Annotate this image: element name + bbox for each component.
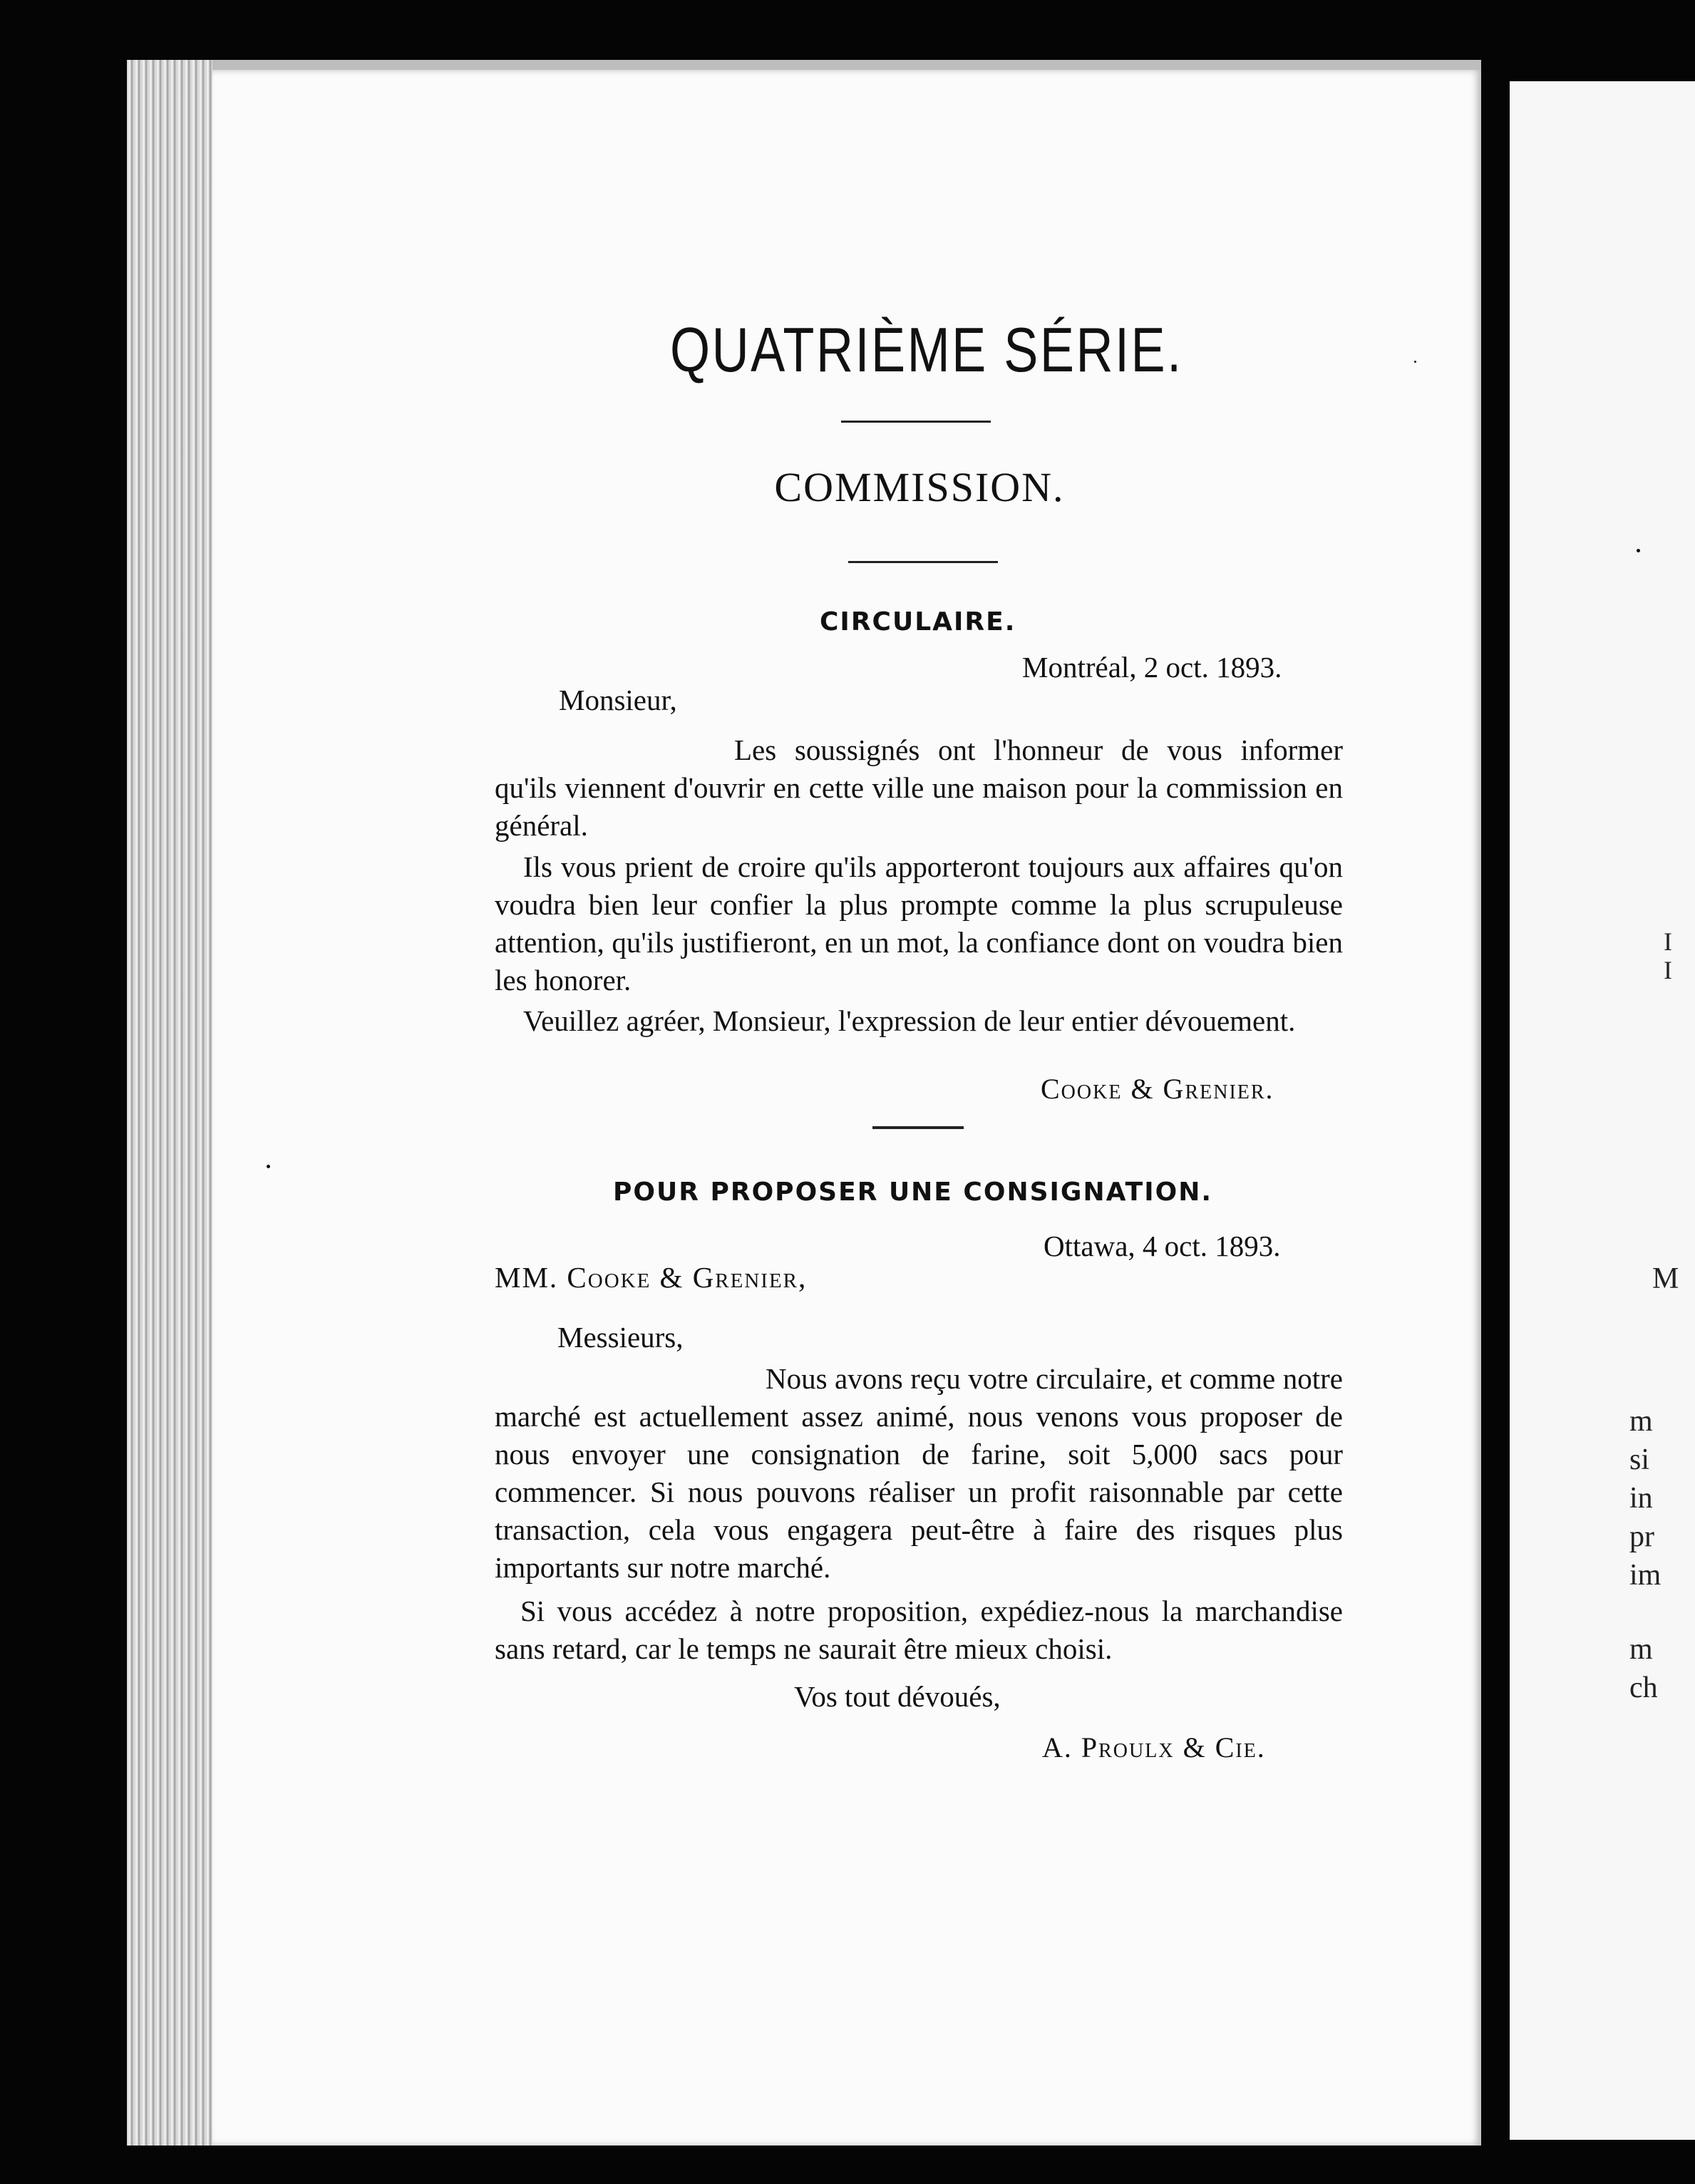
facing-fragment: I [1664,956,1672,984]
book-top-edge [127,60,1481,70]
facing-fragment: m [1629,1405,1653,1438]
dateline-montreal: Montréal, 2 oct. 1893. [1022,651,1282,684]
facing-fragment: m [1629,1633,1653,1666]
paper-speck [1414,361,1416,363]
closing-formula: Vos tout dévoués, [794,1680,1001,1713]
circulaire-paragraph-1: Les soussignés ont l'honneur de vous informer qu'ils viennent d'ouvrir en cette ville une maison pour la commission en général. [495,733,1343,842]
facing-fragment: I [1664,927,1672,956]
paper-speck [267,1165,270,1168]
circulaire-paragraph-2: Ils vous prient de croire qu'ils apporteront toujours aux affaires qu'on voudra bien leur confier la plus prompte comme la plus scrupuleuse attention, qu'ils justifieront, en un mot, la confiance dont on voudra bien les honorer. [495,850,1343,996]
facing-fragment: in [1629,1482,1653,1515]
consignation-paragraph-2: Si vous accédez à notre proposition, expédiez-nous la marchandise sans retard, car le temps ne saurait être mieux choisi. [495,1595,1343,1665]
circulaire-heading: CIRCULAIRE. [820,607,1016,637]
consignation-heading: POUR PROPOSER UNE CONSIGNATION. [613,1178,1213,1207]
page-subtitle: COMMISSION. [774,464,1065,510]
subtitle-rule [848,561,998,563]
signature-proulx: A. Proulx & Cie. [1042,1731,1266,1763]
facing-fragment: ch [1629,1672,1658,1704]
facing-fragment: pr [1629,1520,1654,1553]
paper-speck [1637,549,1640,552]
facing-fragment: M [1652,1262,1679,1295]
salutation-monsieur: Monsieur, [559,684,677,716]
consignation-paragraph-1: Nous avons reçu votre circulaire, et comme notre marché est actuellement assez animé, nous venons vous proposer de nous envoyer une consignation de farine, soit 5,000 sacs pour commencer. Si nous pouvons réaliser un profit raisonnable par cette transaction, cela vous engagera peut-être à faire des risques plus importants sur notre marché. [495,1362,1343,1584]
page-title: QUATRIÈME SÉRIE. [670,314,1183,385]
title-rule [841,421,991,423]
salutation-messieurs: Messieurs, [557,1321,684,1354]
circulaire-paragraph-3: Veuillez agréer, Monsieur, l'expression de leur entier dévouement. [523,1004,1296,1037]
addressee: MM. Cooke & Grenier, [495,1261,808,1294]
facing-page [1510,81,1695,2140]
signature-cooke-grenier: Cooke & Grenier. [1041,1073,1274,1105]
section-divider [872,1126,964,1129]
facing-fragment: im [1629,1559,1661,1592]
facing-fragment: si [1629,1443,1650,1476]
dateline-ottawa: Ottawa, 4 oct. 1893. [1044,1230,1281,1262]
